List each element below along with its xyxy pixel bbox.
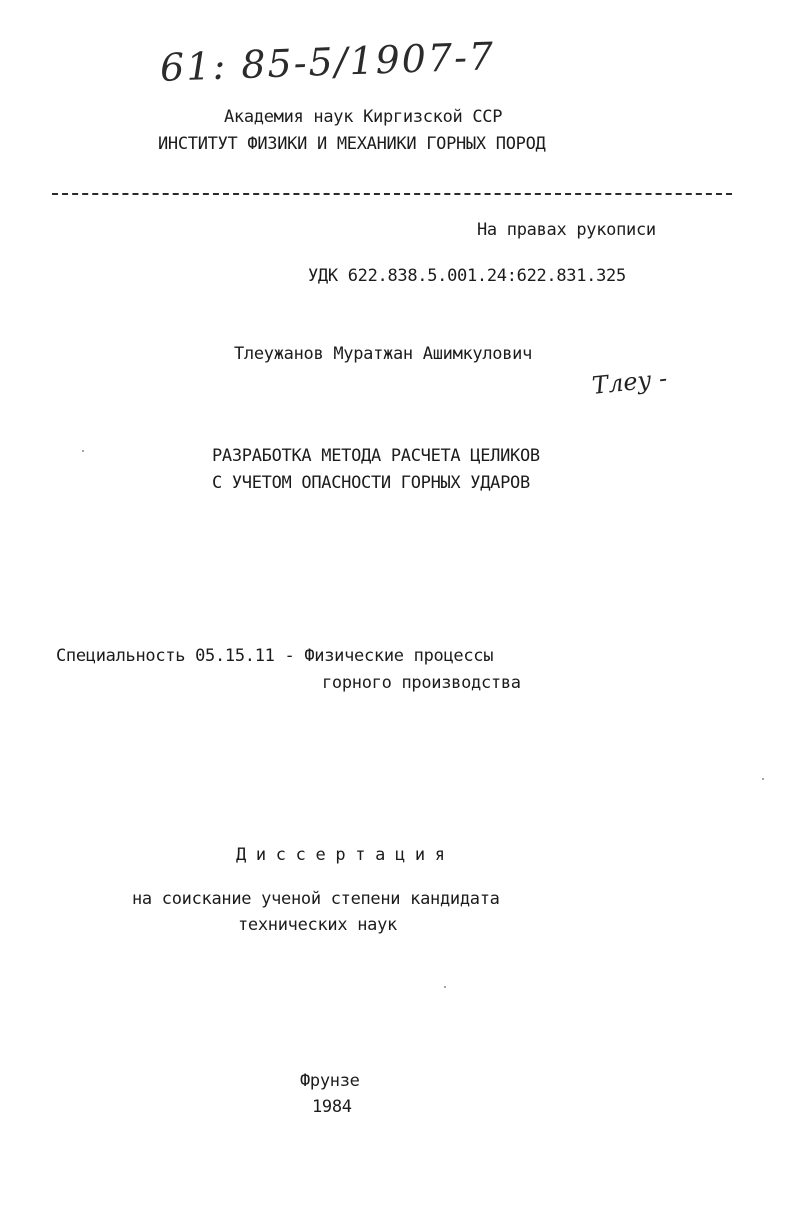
thesis-title-line1: РАЗРАБОТКА МЕТОДА РАСЧЕТА ЦЕЛИКОВ xyxy=(212,446,540,466)
specialty-line1: Специальность 05.15.11 - Физические процессы xyxy=(56,646,494,666)
manuscript-rights: На правах рукописи xyxy=(477,220,656,240)
header-divider xyxy=(52,193,732,195)
institute-name: ИНСТИТУТ ФИЗИКИ И МЕХАНИКИ ГОРНЫХ ПОРОД xyxy=(158,134,546,154)
city: Фрунзе xyxy=(300,1071,360,1091)
degree-line1: на соискание ученой степени кандидата xyxy=(132,889,500,909)
degree-line2: технических наук xyxy=(238,915,397,935)
scan-speck xyxy=(82,450,84,452)
scan-speck xyxy=(762,778,764,780)
academy-name: Академия наук Киргизской ССР xyxy=(224,107,503,127)
dissertation-heading: Д и с с е р т а ц и я xyxy=(236,845,445,865)
author-signature: Тлеу - xyxy=(590,364,669,400)
archive-code-handwritten: 61: 85-5/1907-7 xyxy=(159,34,496,90)
author-name: Тлеужанов Муратжан Ашимкулович xyxy=(234,344,533,364)
scan-speck xyxy=(444,986,446,988)
thesis-title-line2: С УЧЕТОМ ОПАСНОСТИ ГОРНЫХ УДАРОВ xyxy=(212,473,530,493)
udk-code: УДК 622.838.5.001.24:622.831.325 xyxy=(308,266,626,286)
specialty-line2: горного производства xyxy=(322,673,521,693)
year: 1984 xyxy=(312,1097,352,1117)
